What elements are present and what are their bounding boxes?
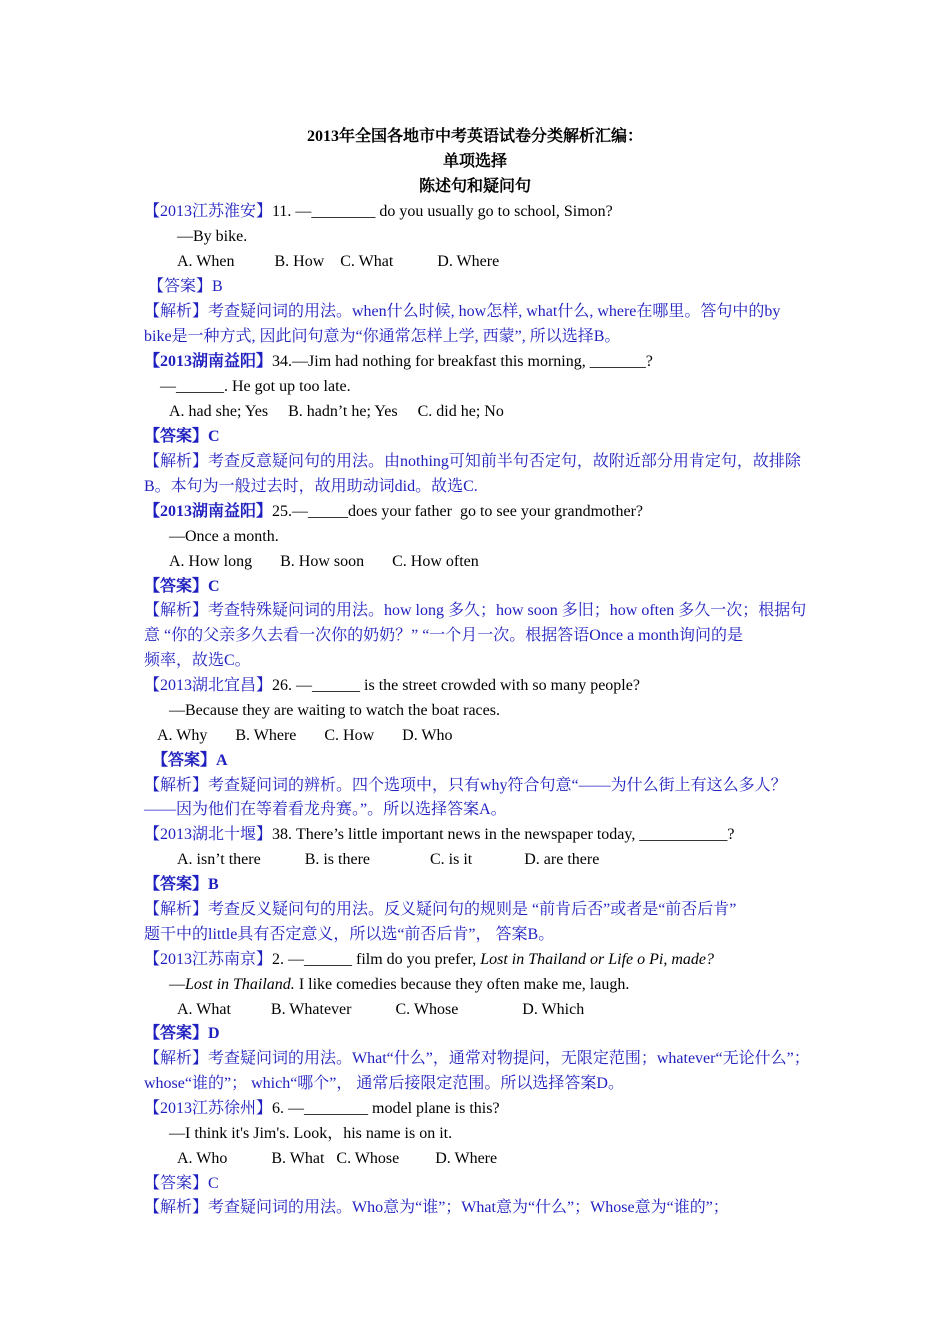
question-6-explanation-line-1: 【解析】考查疑问词的用法。What“什么”，通常对物提问，无限定范围；whatever“无论什么”； bbox=[144, 1050, 810, 1067]
question-5-stem bbox=[144, 825, 734, 845]
question-1-stem bbox=[144, 202, 613, 222]
question-4-answer: 【答案】A bbox=[152, 752, 228, 769]
question-source: 【2013湖北宜昌】 bbox=[144, 677, 273, 694]
question-source: 【2013湖北十堰】 bbox=[144, 826, 273, 843]
question-text: 34.—Jim had nothing for breakfast this morning, _______? bbox=[272, 353, 653, 370]
question-text: 25.—_____does your father go to see your grandmother? bbox=[272, 503, 644, 520]
question-2-options: A. had she; Yes B. hadn’t he; Yes C. did he; No bbox=[169, 403, 504, 420]
question-text: 11. —________ do you usually go to school, Simon? bbox=[272, 203, 613, 220]
question-text: 2. —______ film do you prefer, bbox=[272, 951, 481, 968]
question-6-options: A. What B. Whatever C. Whose D. Which bbox=[177, 1001, 585, 1018]
question-text: 38. There’s little important news in the newspaper today, ___________? bbox=[272, 826, 735, 843]
question-1-options: A. When B. How C. What D. Where bbox=[177, 253, 500, 270]
question-2-explanation-line-1: 【解析】考查反意疑问句的用法。由nothing可知前半句否定句，故附近部分用肯定句，故排除 bbox=[144, 453, 801, 470]
doc-subtitle: 单项选择 bbox=[442, 153, 507, 170]
question-2-reply: —______. He got up too late. bbox=[160, 378, 351, 395]
question-7-stem bbox=[144, 1099, 500, 1119]
question-source: 【2013湖南益阳】 bbox=[144, 353, 273, 370]
question-source: 【2013江苏徐州】 bbox=[144, 1100, 273, 1117]
question-source: 【2013湖南益阳】 bbox=[144, 503, 273, 520]
question-1-explanation-line-1: 【解析】考查疑问词的用法。when什么时候, how怎样, what什么, where在哪里。答句中的by bbox=[144, 303, 781, 320]
question-3-explanation-line-3: 频率，故选C。 bbox=[144, 652, 251, 669]
question-1-explanation-line-2: bike是一种方式, 因此问句意为“你通常怎样上学, 西蒙”, 所以选择B。 bbox=[144, 328, 621, 345]
question-2-explanation-line-2: B。本句为一般过去时，故用助动词did。故选C. bbox=[144, 478, 478, 495]
question-text: 6. —________ model plane is this? bbox=[272, 1100, 500, 1117]
question-5-explanation-line-1: 【解析】考查反义疑问句的用法。反义疑问句的规则是 “前肯后否”或者是“前否后肯” bbox=[144, 901, 737, 918]
question-4-explanation-line-2: ——因为他们在等着看龙舟赛。”。所以选择答案A。 bbox=[144, 801, 507, 818]
reply-italic: Lost in Thailand. bbox=[185, 976, 295, 993]
question-3-explanation-line-2: 意 “你的父亲多久去看一次你的奶奶？” “一个月一次。根据答语Once a month询问的是 bbox=[144, 627, 744, 644]
question-6-reply bbox=[169, 975, 629, 995]
question-text: 26. —______ is the street crowded with so many people? bbox=[272, 677, 640, 694]
question-3-options: A. How long B. How soon C. How often bbox=[169, 553, 479, 570]
question-7-options: A. Who B. What C. Whose D. Where bbox=[177, 1150, 498, 1167]
question-3-explanation-line-1: 【解析】考查特殊疑问词的用法。how long 多久；how soon 多旧；how often 多久一次；根据句 bbox=[144, 602, 807, 619]
question-3-reply: —Once a month. bbox=[169, 528, 279, 545]
question-3-stem bbox=[144, 502, 643, 522]
question-6-answer: 【答案】D bbox=[144, 1025, 220, 1042]
question-6-explanation-line-2: whose“谁的”； which“哪个”， 通常后接限定范围。所以选择答案D。 bbox=[144, 1075, 624, 1092]
question-1-answer: 【答案】B bbox=[148, 278, 223, 295]
question-7-reply: —I think it's Jim's. Look，his name is on it. bbox=[169, 1125, 453, 1142]
question-1-reply: —By bike. bbox=[177, 228, 248, 245]
question-4-stem bbox=[144, 676, 640, 696]
question-5-options: A. isn’t there B. is there C. is it D. are there bbox=[177, 851, 600, 868]
doc-section-title: 陈述句和疑问句 bbox=[418, 178, 531, 195]
question-7-explanation-line-1: 【解析】考查疑问词的用法。Who意为“谁”；What意为“什么”；Whose意为“谁的”； bbox=[144, 1199, 729, 1216]
question-2-answer: 【答案】C bbox=[144, 428, 220, 445]
question-4-options: A. Why B. Where C. How D. Who bbox=[157, 727, 453, 744]
question-text-italic: Lost in Thailand or Life o Pi, made? bbox=[480, 951, 715, 968]
question-source: 【2013江苏南京】 bbox=[144, 951, 273, 968]
question-source: 【2013江苏淮安】 bbox=[144, 203, 273, 220]
question-5-answer: 【答案】B bbox=[144, 876, 219, 893]
question-6-stem bbox=[144, 950, 714, 970]
question-5-explanation-line-2: 题干中的little具有否定意义，所以选“前否后肯”， 答案B。 bbox=[144, 926, 555, 943]
question-4-reply: —Because they are waiting to watch the boat races. bbox=[169, 702, 500, 719]
question-2-stem bbox=[144, 352, 653, 372]
reply-text: I like comedies because they often make me, laugh. bbox=[294, 976, 630, 993]
question-7-answer: 【答案】C bbox=[144, 1175, 219, 1192]
question-4-explanation-line-1: 【解析】考查疑问词的辨析。四个选项中，只有why符合句意“——为什么街上有这么多人？ bbox=[144, 777, 787, 794]
doc-title: 2013年全国各地市中考英语试卷分类解析汇编： bbox=[306, 128, 643, 145]
reply-dash: — bbox=[169, 976, 185, 993]
question-3-answer: 【答案】C bbox=[144, 578, 220, 595]
